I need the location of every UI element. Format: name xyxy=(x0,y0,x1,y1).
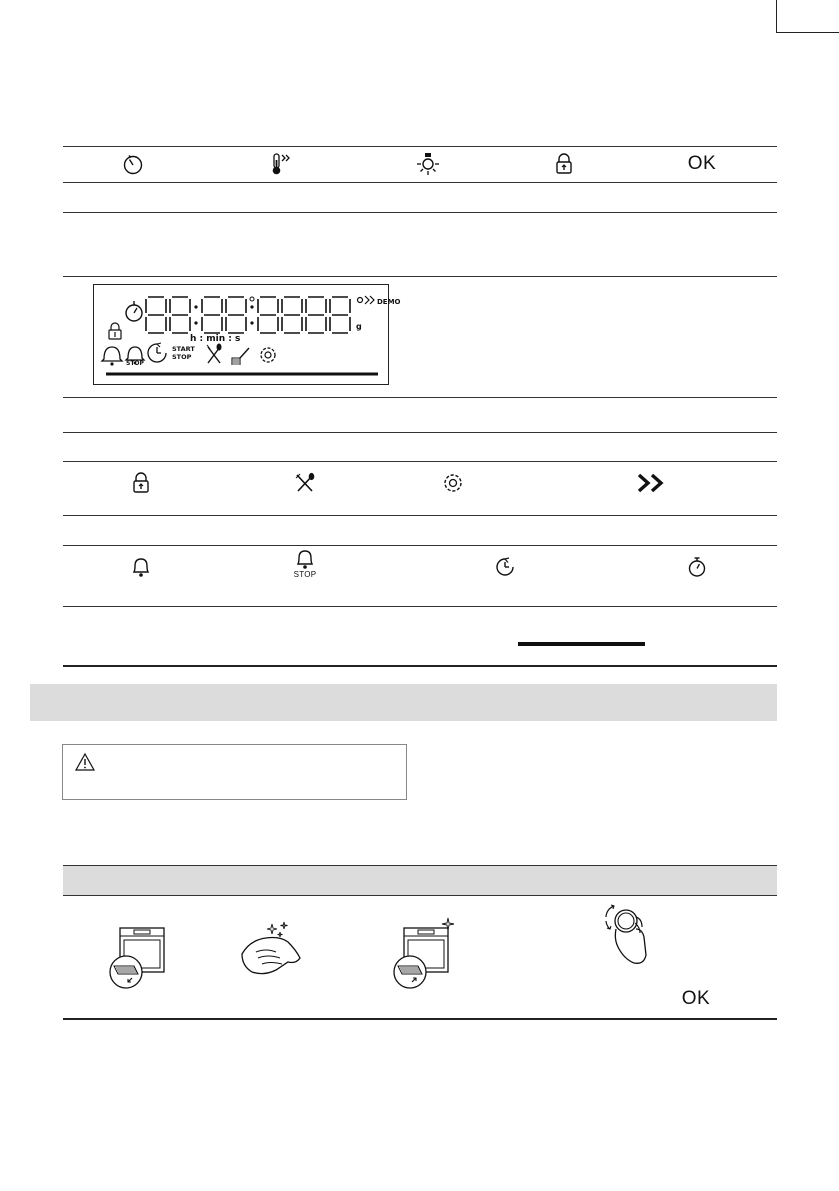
crop-mark-top-right-horizontal xyxy=(776,32,839,33)
display-stopwatch-icon xyxy=(126,301,142,321)
table-rule xyxy=(63,895,777,896)
table-rule xyxy=(63,182,777,183)
fast-heat-up-icon xyxy=(264,149,298,179)
bell-stop-icon xyxy=(288,548,322,584)
display-panel-graphic xyxy=(94,285,401,386)
table-rule xyxy=(63,515,777,516)
table-rule xyxy=(63,545,777,546)
assisted-cooking-icon xyxy=(288,469,322,497)
table-rule xyxy=(63,461,777,462)
display-demo-label: DEMO xyxy=(377,298,401,306)
section-heading-bar xyxy=(30,684,777,721)
display-end-time-icon xyxy=(148,343,166,362)
warning-box xyxy=(62,744,407,800)
table-rule xyxy=(63,606,777,607)
oven-insert-tray-icon xyxy=(388,918,458,988)
display-degree-icon xyxy=(358,298,363,303)
display-colons xyxy=(194,297,254,325)
stopwatch-icon xyxy=(680,552,714,582)
timer-icon xyxy=(116,149,150,179)
display-start-label: START xyxy=(172,345,195,353)
display-lock-icon xyxy=(109,323,121,339)
ok-label: OK xyxy=(681,988,711,1009)
table-rule-bottom xyxy=(63,1018,777,1020)
bell-stop-label: STOP xyxy=(293,570,317,579)
table-rule xyxy=(63,212,777,213)
display-bell-icon xyxy=(102,347,122,366)
turn-knob-icon xyxy=(602,903,662,973)
display-digits xyxy=(146,297,350,333)
crop-mark-top-right-vertical xyxy=(776,0,777,33)
display-assisted-cooking-icon xyxy=(207,344,222,364)
settings-icon xyxy=(436,469,470,497)
ok-label: OK xyxy=(687,153,717,174)
table-rule xyxy=(63,865,777,866)
ok-button[interactable] xyxy=(674,986,718,1012)
display-bell-stop-label: STOP xyxy=(126,360,144,367)
ok-button[interactable] xyxy=(680,149,724,179)
oven-remove-tray-icon xyxy=(104,922,168,988)
display-settings-icon xyxy=(261,348,275,362)
lock-icon xyxy=(124,469,158,497)
table-rule xyxy=(63,432,777,433)
double-chevron-icon xyxy=(630,469,674,497)
display-stop-label: STOP xyxy=(172,353,192,361)
progress-bar-indicator xyxy=(518,642,645,646)
warning-icon xyxy=(75,753,95,771)
lamp-icon xyxy=(411,149,445,179)
table-rule xyxy=(63,397,777,398)
display-chevrons-icon xyxy=(365,296,374,304)
display-panel xyxy=(93,284,401,385)
cleaning-table-header xyxy=(63,866,777,895)
display-time-format: h : min : s xyxy=(190,334,241,344)
clean-with-cloth-icon xyxy=(236,918,310,980)
end-time-icon xyxy=(488,552,522,582)
table-rule-bottom xyxy=(63,665,777,667)
display-sensor-icon xyxy=(232,348,249,365)
display-unit-g: g xyxy=(356,322,362,331)
bell-icon xyxy=(124,552,158,582)
table-rule xyxy=(63,146,777,147)
lock-icon xyxy=(547,149,581,179)
table-rule xyxy=(63,276,777,277)
